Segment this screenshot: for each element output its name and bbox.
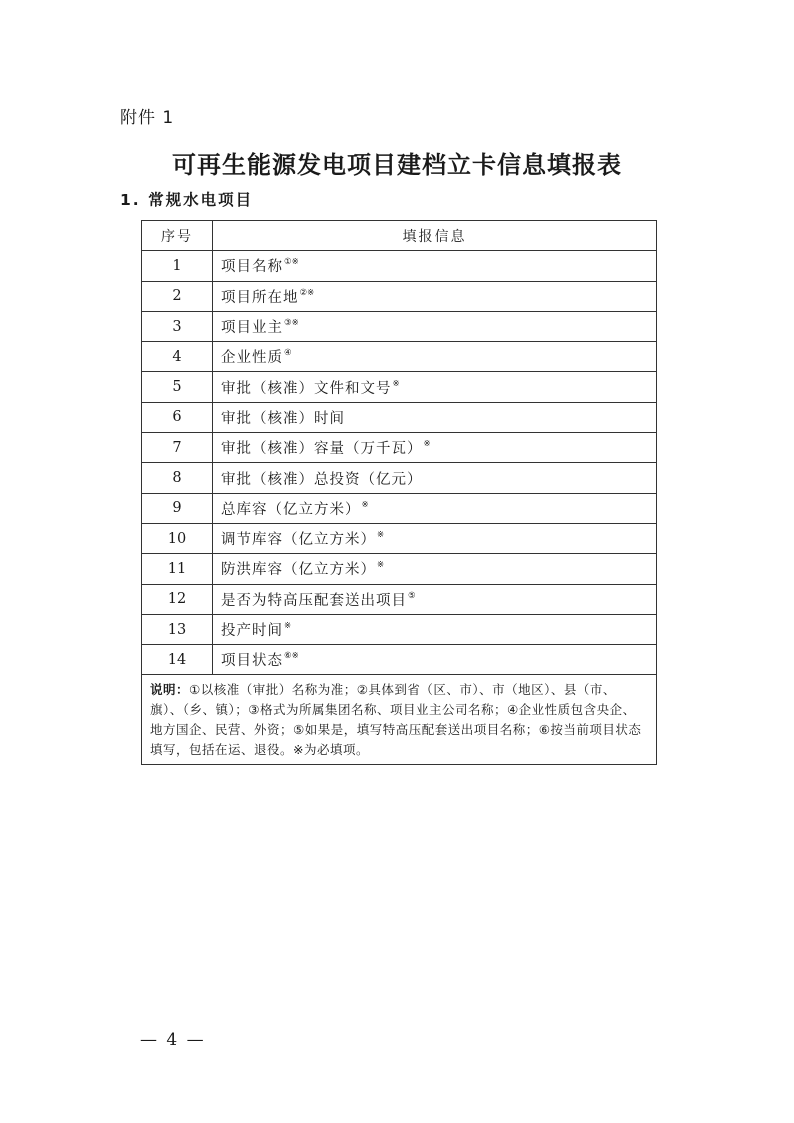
row-number: 3 — [142, 311, 213, 341]
row-number: 8 — [142, 463, 213, 493]
field-label: 审批（核准）时间 — [221, 410, 345, 427]
note-cell — [142, 675, 657, 765]
field-label: 企业性质 — [221, 350, 283, 367]
table-row — [142, 584, 657, 614]
field-label: 审批（核准）容量（万千瓦） — [221, 441, 423, 458]
row-number: 9 — [142, 493, 213, 523]
row-number: 7 — [142, 433, 213, 463]
table-row — [142, 554, 657, 584]
field-label: 项目所在地 — [221, 289, 299, 306]
row-number: 12 — [142, 584, 213, 614]
table-row — [142, 311, 657, 341]
table-row — [142, 523, 657, 553]
table-body — [142, 251, 657, 675]
field-label: 总库容（亿立方米） — [221, 501, 361, 518]
table-header-row — [142, 221, 657, 251]
row-field — [213, 372, 657, 402]
row-field — [213, 251, 657, 281]
row-field — [213, 311, 657, 341]
row-number: 2 — [142, 281, 213, 311]
row-field — [213, 402, 657, 432]
row-number: 13 — [142, 614, 213, 644]
header-serial: 序号 — [142, 221, 213, 251]
row-field — [213, 614, 657, 644]
footnote-mark: ②※ — [299, 287, 315, 298]
row-field — [213, 281, 657, 311]
section-title: 1. 常规水电项目 — [120, 191, 254, 209]
note-row — [142, 675, 657, 765]
row-field — [213, 645, 657, 675]
field-label: 防洪库容（亿立方米） — [221, 562, 376, 579]
field-label: 投产时间 — [221, 623, 283, 639]
footnote-mark: ⑤ — [408, 590, 416, 601]
note-label: 说明： — [150, 682, 190, 698]
field-label: 是否为特高压配套送出项目 — [221, 592, 407, 609]
document-title: 可再生能源发电项目建档立卡信息填报表 — [172, 151, 622, 179]
table-row — [142, 402, 657, 432]
footnote-mark: ※ — [361, 499, 369, 510]
row-number: 14 — [142, 645, 213, 675]
table-row — [142, 614, 657, 644]
footnote-mark: ※ — [284, 621, 292, 631]
footnote-mark: ④ — [284, 348, 292, 359]
footnote-mark: ①※ — [284, 257, 299, 268]
row-number: 11 — [142, 554, 213, 584]
row-number: 1 — [142, 251, 213, 281]
row-field — [213, 433, 657, 463]
footnote-mark: ※ — [377, 530, 385, 541]
field-label: 项目状态 — [221, 653, 283, 670]
row-field — [213, 463, 657, 493]
table-row — [142, 372, 657, 402]
header-info: 填报信息 — [213, 221, 657, 251]
info-table — [141, 220, 657, 765]
field-label: 审批（核准）文件和文号 — [221, 380, 392, 397]
table-row — [142, 342, 657, 372]
row-number: 4 — [142, 342, 213, 372]
row-number: 10 — [142, 523, 213, 553]
row-number: 5 — [142, 372, 213, 402]
table-row — [142, 251, 657, 281]
table-row — [142, 645, 657, 675]
table-row — [142, 463, 657, 493]
table-row — [142, 281, 657, 311]
footnote-mark: ⑥※ — [284, 651, 299, 662]
row-field — [213, 342, 657, 372]
footnote-mark: ③※ — [284, 318, 299, 329]
table-row — [142, 433, 657, 463]
row-number: 6 — [142, 402, 213, 432]
footnote-mark: ※ — [423, 439, 431, 450]
table-row — [142, 493, 657, 523]
footnote-mark: ※ — [392, 378, 400, 389]
field-label: 调节库容（亿立方米） — [221, 532, 376, 549]
row-field — [213, 554, 657, 584]
field-label: 审批（核准）总投资（亿元） — [221, 471, 423, 488]
field-label: 项目名称 — [221, 259, 283, 276]
page-number: — 4 — — [140, 1030, 206, 1050]
attachment-label: 附件 1 — [120, 108, 175, 128]
field-label: 项目业主 — [221, 320, 283, 337]
footnote-mark: ※ — [377, 560, 385, 571]
row-field — [213, 584, 657, 614]
row-field — [213, 493, 657, 523]
note-text: ①以核准（审批）名称为准；②具体到省（区、市）、市（地区）、县（市、旗）、（乡、镇）；③格式为所属集团名称、项目业主公司名称；④企业性质包含央企、地方国企、民营、外资；⑤如果是，填写特高压配套送出项目名称；⑥按当前项目状态填写，包括在运、退役。※为必填项。 — [150, 682, 642, 758]
row-field — [213, 523, 657, 553]
